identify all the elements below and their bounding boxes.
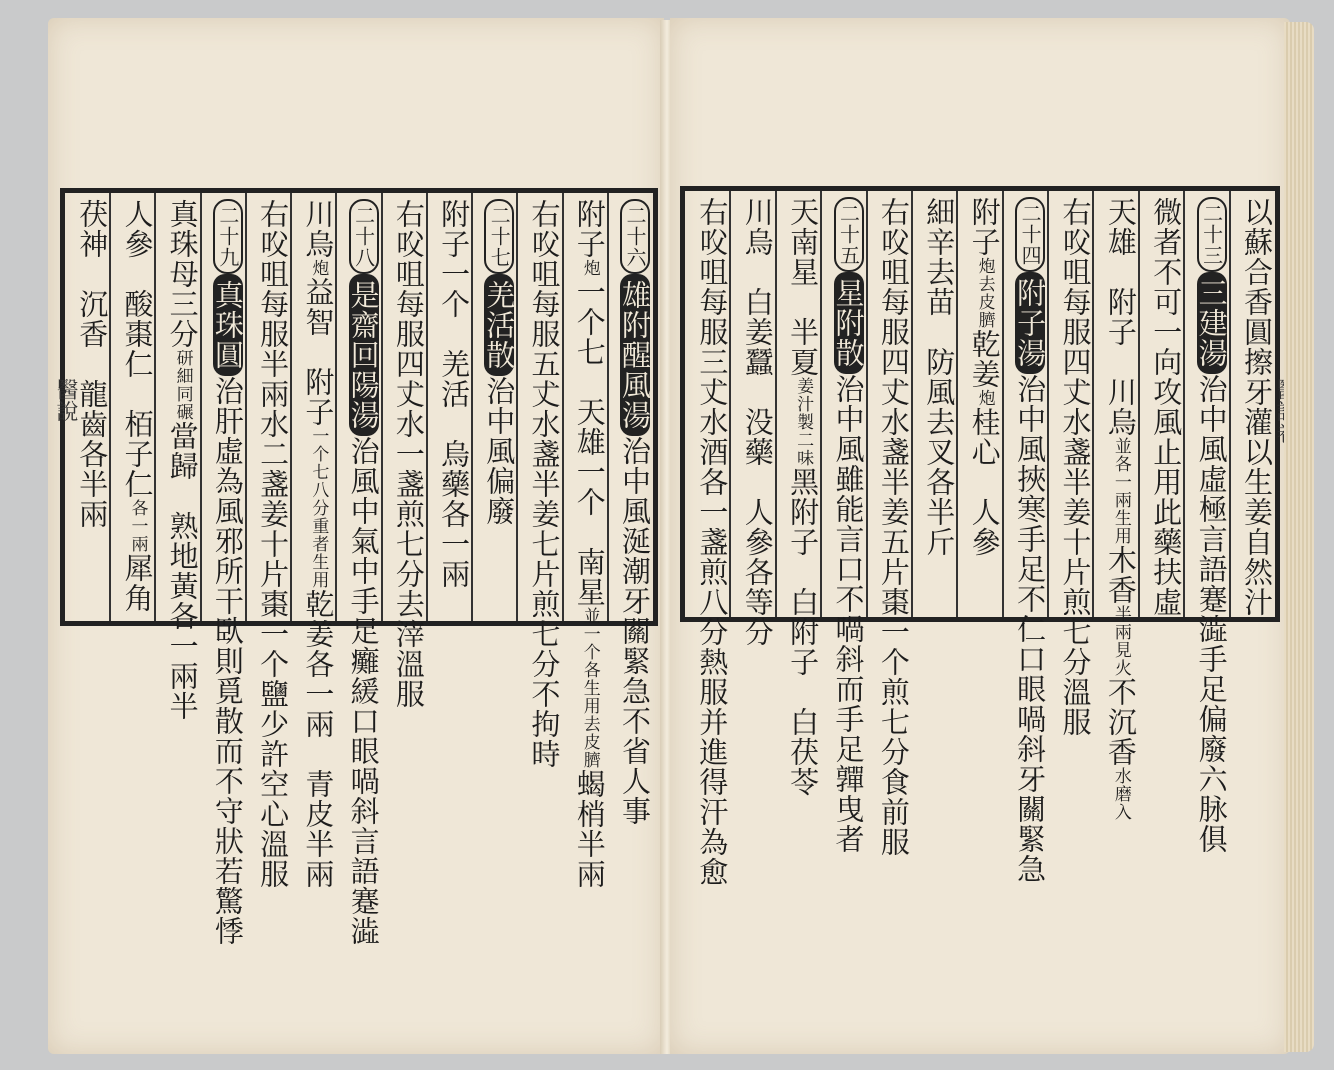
body-text: 桂心 人參 bbox=[967, 407, 1002, 557]
column-rule bbox=[956, 191, 958, 617]
body-text: 右㕮咀每服五𠀋水盞半姜七片煎七分不拘時 bbox=[527, 199, 562, 769]
body-text: 右㕮咀每服四𠀋水盞半姜五片棗一个煎七分食前服 bbox=[876, 197, 911, 857]
left_page-column bbox=[246, 193, 291, 889]
recipe-title: 星附散 bbox=[834, 272, 864, 374]
recipe-title: 羌活散 bbox=[484, 274, 514, 376]
column-rule bbox=[729, 191, 731, 617]
body-text: 真珠母三分 bbox=[165, 199, 200, 349]
recipe-title: 附子湯 bbox=[1015, 272, 1045, 374]
column-rule bbox=[911, 191, 913, 617]
column-rule bbox=[516, 193, 518, 621]
annotation-text: 研細同碾 bbox=[172, 349, 193, 421]
column-rule bbox=[426, 193, 428, 621]
right_page-column bbox=[730, 191, 775, 647]
body-text: 黑附子 白附子 白茯苓 bbox=[786, 467, 821, 797]
body-text: 乾姜 bbox=[967, 329, 1002, 389]
recipe-title: 雄附醒風湯 bbox=[620, 274, 650, 436]
annotation-text: 炮 bbox=[308, 259, 329, 277]
recipe-title: 三建湯 bbox=[1197, 272, 1227, 374]
body-text: 以蘇合香圓擦牙灌以生姜自然汁 bbox=[1239, 197, 1274, 617]
body-text: 犀角 bbox=[120, 553, 155, 613]
left_page-column bbox=[382, 193, 427, 709]
recipe-number: 二十七 bbox=[484, 199, 514, 274]
block-heart-label: 醫說 bbox=[53, 378, 78, 422]
left_page-column bbox=[201, 193, 246, 946]
recipe-number: 二十三 bbox=[1197, 197, 1227, 272]
body-text: 右㕮咀每服四𠀋水一盞煎七分去滓溫服 bbox=[391, 199, 426, 709]
column-rule bbox=[1183, 191, 1185, 617]
right_page-column bbox=[867, 191, 912, 857]
column-rule bbox=[607, 193, 609, 621]
body-text: 治中風挾寒手足不仁口眼喎斜牙關緊急 bbox=[1013, 374, 1048, 884]
right-page bbox=[670, 18, 1290, 1054]
column-rule bbox=[109, 193, 111, 621]
column-rule bbox=[381, 193, 383, 621]
left-page bbox=[48, 18, 664, 1054]
column-rule bbox=[471, 193, 473, 621]
body-text: 不沉香 bbox=[1103, 677, 1138, 767]
column-rule bbox=[1229, 191, 1231, 617]
left_page-column bbox=[155, 193, 200, 721]
body-text: 治肝虛為風邪所干臥則覓散而不守狀若驚悸 bbox=[210, 376, 245, 946]
body-text: 當歸 熟地黃各一兩半 bbox=[165, 421, 200, 721]
body-text: 天南星 半夏 bbox=[786, 197, 821, 377]
left_page-column bbox=[291, 193, 336, 889]
column-rule bbox=[866, 191, 868, 617]
right_page-column bbox=[1184, 191, 1229, 854]
body-text: 附子 bbox=[572, 199, 607, 259]
body-text: 川烏 白姜蠶 没藥 人參各等分 bbox=[740, 197, 775, 647]
body-text: 附子一个 羌活 烏藥各一兩 bbox=[437, 199, 472, 589]
right_page-column bbox=[1139, 191, 1184, 617]
right_page-column bbox=[1230, 191, 1275, 617]
body-text: 治中風偏廢 bbox=[482, 376, 517, 526]
right_page-column bbox=[1048, 191, 1093, 737]
right_page-column bbox=[1093, 191, 1138, 821]
right-frame bbox=[680, 186, 1280, 887]
annotation-text: 炮 bbox=[974, 389, 995, 407]
body-text: 微者不可一向攻風止用此藥扶虛 bbox=[1149, 197, 1184, 617]
column-rule bbox=[1138, 191, 1140, 617]
right_page-column bbox=[912, 191, 957, 617]
annotation-text: 半兩見火 bbox=[1110, 605, 1131, 677]
annotation-text: 炮 bbox=[579, 259, 600, 277]
column-rule bbox=[290, 193, 292, 621]
body-text: 附子 bbox=[967, 197, 1002, 257]
column-rule bbox=[1047, 191, 1049, 617]
column-rule bbox=[200, 193, 202, 621]
left_page-column bbox=[563, 193, 608, 889]
recipe-number: 二十八 bbox=[349, 199, 379, 274]
column-rule bbox=[820, 191, 822, 617]
recipe-number: 二十五 bbox=[834, 197, 864, 272]
body-text: 茯神 沉香 龍齒各半兩 bbox=[75, 199, 110, 529]
left_page-column bbox=[110, 193, 155, 621]
column-rule bbox=[154, 193, 156, 621]
column-rule bbox=[1002, 191, 1004, 617]
body-text: 治中風涎潮牙關緊急不省人事 bbox=[617, 436, 652, 826]
body-text: 益智 附子 bbox=[301, 277, 336, 427]
left_page-column bbox=[336, 193, 381, 946]
column-rule bbox=[562, 193, 564, 621]
left_page-column bbox=[608, 193, 653, 826]
body-text: 細辛去苗 防風去叉各半斤 bbox=[922, 197, 957, 557]
body-text: 治中風雖能言口不喎斜而手足嚲曳者 bbox=[831, 374, 866, 854]
recipe-number: 二十四 bbox=[1015, 197, 1045, 272]
left_page-column bbox=[517, 193, 562, 769]
right_page-column bbox=[776, 191, 821, 797]
recipe-number: 二十九 bbox=[213, 199, 243, 274]
annotation-text: 姜汁製二味 bbox=[793, 377, 814, 467]
body-text: 天雄 附子 川烏 bbox=[1103, 197, 1138, 437]
recipe-title: 真珠圓 bbox=[213, 274, 243, 376]
right_page-column bbox=[1003, 191, 1048, 884]
body-text: 蝎梢半兩 bbox=[572, 769, 607, 889]
book bbox=[38, 10, 1323, 1060]
annotation-text: 並各一兩生用 bbox=[1110, 437, 1131, 545]
annotation-text: 一个七八分重者生用 bbox=[308, 427, 329, 589]
right_page-column bbox=[957, 191, 1002, 617]
left-frame bbox=[60, 188, 658, 946]
body-text: 川烏 bbox=[301, 199, 336, 259]
column-rule bbox=[245, 193, 247, 621]
annotation-text: 各一兩 bbox=[127, 499, 148, 553]
column-rule bbox=[335, 193, 337, 621]
body-text: 治中風虛極言語蹇澁手足偏廢六脉俱 bbox=[1194, 374, 1229, 854]
page-edges bbox=[1284, 22, 1314, 1052]
body-text: 乾姜各一兩 青皮半兩 bbox=[301, 589, 336, 889]
body-text: 治風中氣中手足癱緩口眼喎斜言語蹇澁 bbox=[346, 436, 381, 946]
left_page-column bbox=[472, 193, 517, 621]
right_page-column bbox=[821, 191, 866, 854]
recipe-number: 二十六 bbox=[620, 199, 650, 274]
body-text: 木香 bbox=[1103, 545, 1138, 605]
left_page-column bbox=[427, 193, 472, 621]
body-text: 右㕮咀每服三𠀋水酒各一盞煎八分熱服并進得汗為愈 bbox=[695, 197, 730, 887]
column-rule bbox=[775, 191, 777, 617]
body-text: 人參 酸棗仁 栢子仁 bbox=[120, 199, 155, 499]
annotation-text: 炮去皮臍 bbox=[974, 257, 995, 329]
column-rule bbox=[1092, 191, 1094, 617]
recipe-title: 是齋回陽湯 bbox=[349, 274, 379, 436]
annotation-text: 並一个各生用去皮臍 bbox=[579, 607, 600, 769]
annotation-text: 水磨入 bbox=[1110, 767, 1131, 821]
body-text: 右㕮咀每服半兩水二盞姜十片棗一个鹽少許空心溫服 bbox=[256, 199, 291, 889]
body-text: 一个七 天雄一个 南星 bbox=[572, 277, 607, 607]
right_page-column bbox=[685, 191, 730, 887]
body-text: 右㕮咀每服四𠀋水盞半姜十片煎七分溫服 bbox=[1058, 197, 1093, 737]
